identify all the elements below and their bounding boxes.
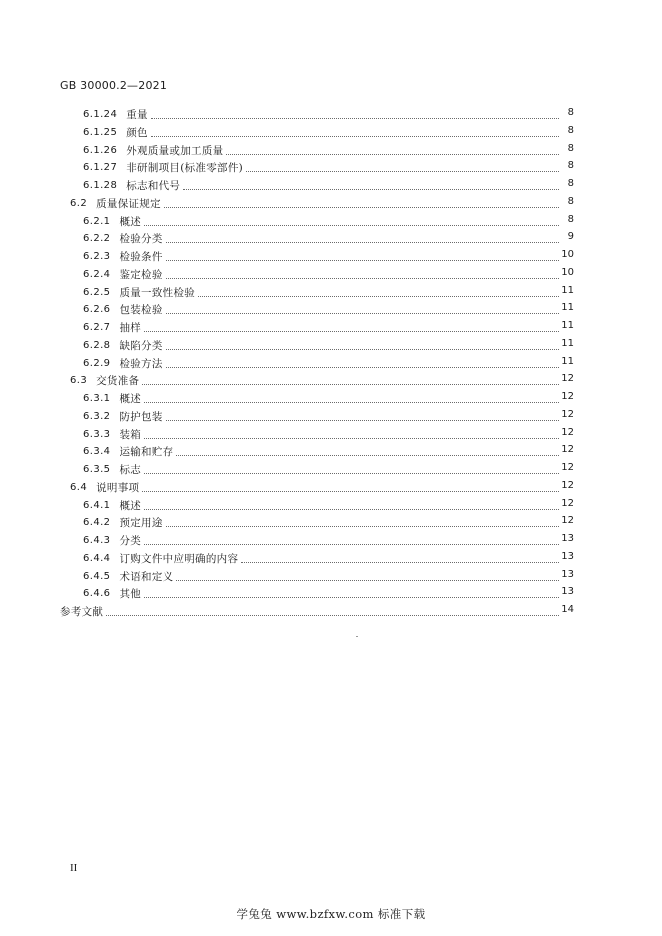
toc-section-title: 防护包装: [119, 410, 163, 423]
toc-section-title: 概述: [119, 499, 142, 512]
toc-entry[interactable]: [0, 566, 662, 584]
toc-page-number: 11: [561, 284, 574, 296]
toc-section-title: 检验条件: [119, 251, 163, 263]
toc-page-number: 12: [561, 497, 574, 509]
toc-entry[interactable]: [0, 424, 662, 442]
toc-leader-dots: [166, 420, 559, 421]
toc-section-number: 6.1.24: [83, 109, 118, 120]
toc-section-number: 6.2.1: [83, 215, 111, 227]
toc-leader-dots: [144, 402, 559, 403]
toc-page-number: 12: [561, 426, 574, 438]
toc-section-number: 6.4.1: [83, 499, 111, 511]
toc-leader-dots: [166, 313, 559, 314]
toc-leader-dots: [166, 526, 559, 527]
toc-entry[interactable]: [0, 353, 662, 371]
toc-section-number: 6.3.3: [83, 428, 111, 440]
toc-leader-dots: [142, 384, 559, 385]
toc-page-number: 11: [561, 337, 574, 349]
toc-section-title: 颜色: [126, 126, 148, 139]
toc-section-title: 检验分类: [119, 233, 163, 246]
toc-leader-dots: [144, 225, 559, 226]
toc-section-number: 6.4.3: [83, 535, 111, 546]
toc-section-number: 6.2: [70, 197, 88, 209]
toc-leader-dots: [144, 473, 559, 474]
toc-section-title: 质量保证规定: [96, 197, 161, 210]
toc-entry[interactable]: [0, 406, 662, 424]
toc-leader-dots: [198, 296, 559, 297]
toc-leader-dots: [166, 260, 559, 261]
toc-leader-dots: [144, 438, 559, 439]
toc-page-number: 13: [561, 586, 574, 598]
toc-section-number: 6.2.2: [83, 233, 111, 245]
toc-entry[interactable]: [0, 441, 662, 459]
toc-section-title: 标志: [119, 464, 142, 476]
toc-page-number: 8: [567, 160, 574, 172]
toc-leader-dots: [166, 278, 559, 279]
toc-section-title: 概述: [119, 215, 142, 228]
toc-entry[interactable]: [0, 512, 662, 530]
toc-leader-dots: [144, 597, 559, 598]
toc-entry[interactable]: [0, 122, 662, 140]
toc-page-number: 11: [561, 320, 574, 331]
toc-section-number: 6.3.2: [83, 410, 111, 422]
toc-section-number: 6.2.5: [83, 286, 111, 298]
toc-section-title: 装箱: [119, 428, 142, 441]
toc-section-number: 6.4.6: [83, 588, 111, 600]
toc-page-number: 8: [567, 178, 574, 189]
toc-page-number: 13: [561, 568, 574, 580]
toc-page-number: 11: [561, 355, 574, 367]
document-code: GB 30000.2—2021: [60, 79, 168, 92]
toc-section-title: 检验方法: [119, 357, 163, 370]
toc-section-title: 鉴定检验: [119, 268, 163, 281]
toc-entry[interactable]: [0, 246, 662, 264]
toc-section-number: 6.1.28: [83, 180, 118, 191]
toc-page-number: 12: [561, 444, 574, 456]
toc-section-title: 包装检验: [119, 304, 163, 317]
toc-leader-dots: [106, 615, 559, 616]
toc-entry[interactable]: [0, 299, 662, 317]
toc-page-number: 13: [561, 550, 574, 562]
toc-entry[interactable]: [0, 370, 662, 388]
toc-section-title: 术语和定义: [119, 570, 174, 583]
toc-section-title: 预定用途: [119, 517, 163, 530]
toc-leader-dots: [166, 367, 559, 368]
toc-page-number: 14: [561, 604, 574, 615]
watermark-footer: 学兔兔 www.bzfxw.com 标准下载: [236, 907, 426, 921]
toc-section-title: 订购文件中应明确的内容: [119, 552, 239, 565]
toc-section-number: 6.1.27: [83, 162, 118, 174]
toc-entry[interactable]: [0, 193, 662, 211]
toc-leader-dots: [144, 331, 559, 332]
toc-entry[interactable]: [0, 495, 662, 513]
toc-leader-dots: [246, 171, 559, 172]
toc-entry[interactable]: [0, 548, 662, 566]
toc-section-number: 6.2.8: [83, 339, 111, 351]
toc-page-number: 12: [561, 408, 574, 420]
toc-leader-dots: [226, 154, 559, 155]
toc-section-title: 其他: [119, 588, 142, 601]
toc-leader-dots: [176, 455, 559, 456]
toc-section-title: 说明事项: [96, 481, 140, 494]
toc-section-number: 6.4.2: [83, 517, 111, 529]
toc-page-number: 10: [561, 266, 574, 278]
toc-page-number: 12: [561, 479, 574, 491]
toc-page-number: 12: [561, 462, 574, 473]
toc-section-title: 运输和贮存: [119, 446, 174, 459]
toc-section-title: 概述: [119, 393, 142, 405]
toc-section-title: 重量: [126, 109, 148, 121]
toc-section-number: 6.4.4: [83, 552, 111, 564]
toc-section-title: 分类: [119, 535, 142, 547]
toc-section-title: 质量一致性检验: [119, 286, 196, 299]
toc-page-number: 8: [567, 142, 574, 154]
toc-entry[interactable]: [0, 459, 662, 477]
toc-section-number: 6.1.25: [83, 126, 118, 138]
toc-section-title: 交货准备: [96, 375, 140, 388]
toc-page-number: 8: [567, 124, 574, 136]
toc-entry[interactable]: [0, 583, 662, 601]
toc-section-number: 6.4: [70, 481, 88, 493]
toc-entry[interactable]: [0, 264, 662, 282]
toc-page-number: 12: [561, 391, 574, 402]
toc-section-number: 6.2.3: [83, 251, 111, 262]
toc-page-number: 8: [567, 195, 574, 207]
toc-page-number: 11: [561, 302, 574, 314]
toc-section-number: 6.3.4: [83, 446, 111, 458]
toc-section-number: 6.2.7: [83, 322, 111, 333]
toc-leader-dots: [151, 136, 559, 137]
toc-entry[interactable]: [0, 530, 662, 548]
toc-section-title: 非研制项目(标准零部件): [126, 162, 244, 175]
toc-section-number: 6.1.26: [83, 144, 118, 156]
toc-section-title: 抽样: [119, 322, 142, 334]
toc-leader-dots: [164, 207, 559, 208]
toc-leader-dots: [144, 509, 559, 510]
toc-leader-dots: [142, 491, 559, 492]
toc-section-title: 标志和代号: [126, 180, 181, 192]
toc-section-number: 6.2.6: [83, 304, 111, 316]
toc-section-number: 6.3: [70, 375, 88, 387]
scan-speck: [356, 636, 358, 637]
toc-entry[interactable]: [0, 388, 662, 406]
toc-leader-dots: [241, 562, 559, 563]
page-number: II: [70, 862, 78, 874]
toc-page-number: 12: [561, 373, 574, 385]
toc-page-number: 8: [567, 213, 574, 225]
toc-section-number: 6.2.4: [83, 268, 111, 280]
toc-entry[interactable]: [0, 228, 662, 246]
toc-page-number: 8: [567, 107, 574, 118]
toc-entry[interactable]: [0, 175, 662, 193]
toc-page-number: 9: [567, 231, 574, 243]
toc-section-number: 6.4.5: [83, 570, 111, 582]
toc-entry[interactable]: [0, 601, 662, 619]
toc-page-number: 12: [561, 515, 574, 527]
toc-leader-dots: [144, 544, 559, 545]
toc-entry[interactable]: [0, 477, 662, 495]
toc-leader-dots: [183, 189, 559, 190]
toc-section-number: 6.3.5: [83, 464, 111, 475]
toc-leader-dots: [151, 118, 559, 119]
toc-section-title: 外观质量或加工质量: [126, 144, 224, 157]
toc-page-number: 10: [561, 249, 574, 260]
toc-section-title: 缺陷分类: [119, 339, 163, 352]
toc-leader-dots: [166, 242, 559, 243]
toc-entry[interactable]: [0, 335, 662, 353]
toc-leader-dots: [176, 580, 559, 581]
toc-entry[interactable]: [0, 140, 662, 158]
toc-entry[interactable]: [0, 104, 662, 122]
toc-entry[interactable]: [0, 317, 662, 335]
toc-page-number: 13: [561, 533, 574, 544]
toc-entry[interactable]: [0, 211, 662, 229]
toc-entry[interactable]: [0, 282, 662, 300]
toc-leader-dots: [166, 349, 559, 350]
toc-section-title: 参考文献: [60, 606, 104, 618]
toc-section-number: 6.3.1: [83, 393, 111, 404]
toc-entry[interactable]: [0, 157, 662, 175]
toc-section-number: 6.2.9: [83, 357, 111, 369]
